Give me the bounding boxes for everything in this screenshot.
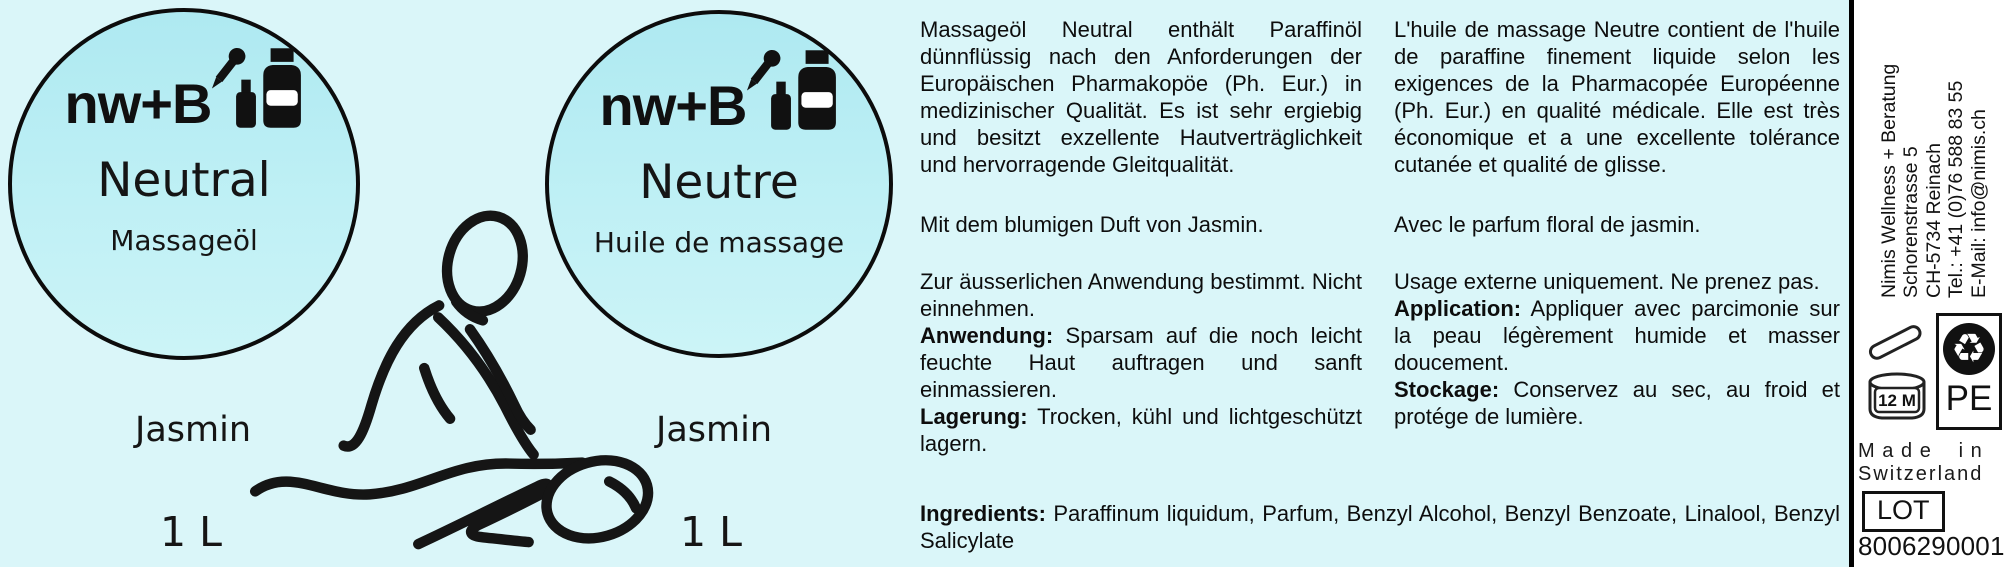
fr-storage-label: Stockage: bbox=[1394, 377, 1500, 402]
made-in-line1: Made in bbox=[1858, 440, 1990, 462]
brand-logo bbox=[64, 46, 304, 136]
made-in-text bbox=[1858, 440, 2000, 486]
fr-usage-label: Application: bbox=[1394, 296, 1522, 321]
scent-name: Jasmin bbox=[655, 410, 773, 450]
fr-storage-text: Conservez au sec, au froid et protége de lumière. bbox=[1394, 377, 1840, 429]
company-phone: Tel.: +41 (0)76 588 83 55 bbox=[1945, 80, 1968, 298]
de-intro-paragraph: Massageöl Neutral enthält Paraffinöl dünnflüssig nach den Anforderungen der Europäischen Pharmakopöe (Ph. Eur.) in medizinischer Qualität. Es ist sehr ergiebig und besitzt exzellente Hautverträglichkeit und hervorragende Gleitqualität. bbox=[920, 17, 1362, 177]
dropper-bottles-icon bbox=[746, 48, 838, 132]
dropper-bottles-icon bbox=[211, 46, 303, 130]
de-usage-paragraph bbox=[920, 322, 1362, 403]
de-usage-text: Sparsam auf die noch leicht feuchte Haut auftragen und sanft einmassieren. bbox=[920, 323, 1362, 402]
material-code-text: PE bbox=[1945, 379, 1993, 418]
period-after-opening-icon bbox=[1862, 324, 1932, 424]
de-usage-label: Anwendung: bbox=[920, 323, 1054, 348]
material-code-box bbox=[1936, 313, 2002, 430]
lot-box: LOT bbox=[1862, 491, 1945, 532]
company-street: Schorenstrasse 5 bbox=[1900, 146, 1923, 298]
de-warning-paragraph: Zur äusserlichen Anwendung bestimmt. Nicht einnehmen. bbox=[920, 269, 1362, 321]
company-city: CH-5734 Reinach bbox=[1922, 142, 1945, 298]
de-scent-paragraph: Mit dem blumigen Duft von Jasmin. bbox=[920, 212, 1264, 237]
fr-scent-paragraph: Avec le parfum floral de jasmin. bbox=[1394, 212, 1701, 237]
recycling-icon: ♻ bbox=[1943, 323, 1995, 375]
description-column-fr bbox=[1394, 16, 1840, 430]
fr-usage-text: Appliquer avec parcimonie sur la peau légèrement humide et masser doucement. bbox=[1394, 296, 1840, 375]
ingredients-text: Paraffinum liquidum, Parfum, Benzyl Alcohol, Benzyl Benzoate, Linalool, Benzyl Salicylate bbox=[920, 501, 1840, 553]
made-in-line2: Switzerland bbox=[1858, 463, 1984, 485]
batch-number: 8006290001 bbox=[1858, 531, 2005, 561]
de-storage-label: Lagerung: bbox=[920, 404, 1028, 429]
brand-logo bbox=[599, 48, 839, 138]
company-name: Nimis Wellness + Beratung bbox=[1878, 63, 1900, 298]
ingredients-label: Ingredients: bbox=[920, 501, 1046, 526]
product-title-de: Neutral bbox=[97, 153, 271, 208]
manufacturer-panel bbox=[1854, 0, 2006, 567]
de-storage-text: Trocken, kühl und lichtgeschützt lagern. bbox=[920, 404, 1362, 456]
massage-scene-illustration bbox=[228, 202, 706, 560]
brand-logo-text: nw+B bbox=[599, 74, 747, 138]
fr-usage-paragraph bbox=[1394, 295, 1840, 376]
ingredients-line bbox=[920, 500, 1840, 554]
volume-label: 1 L bbox=[680, 508, 742, 556]
volume-label: 1 L bbox=[160, 508, 222, 556]
fr-warning-paragraph: Usage externe uniquement. Ne prenez pas. bbox=[1394, 269, 1820, 294]
product-subtitle-fr: Huile de massage bbox=[593, 225, 845, 259]
company-email: E-Mail: info@nimis.ch bbox=[1967, 109, 1990, 298]
product-title-fr: Neutre bbox=[639, 155, 799, 210]
brand-logo-text: nw+B bbox=[64, 72, 212, 136]
fr-intro-paragraph: L'huile de massage Neutre contient de l'huile de paraffine finement liquide selon les exigences de la Pharmacopée Européenne (Ph. Eur.) en qualité médicale. Elle est très économique et a une excellente tolérance cutanée et qualité de glisse. bbox=[1394, 17, 1840, 177]
de-storage-paragraph bbox=[920, 403, 1362, 457]
pao-months-text: 12 M bbox=[1878, 391, 1916, 410]
product-subtitle-de: Massageöl bbox=[110, 223, 258, 257]
description-column-de bbox=[920, 16, 1362, 457]
company-address-vertical bbox=[1878, 8, 1990, 298]
scent-name: Jasmin bbox=[134, 410, 252, 450]
fr-storage-paragraph bbox=[1394, 376, 1840, 430]
